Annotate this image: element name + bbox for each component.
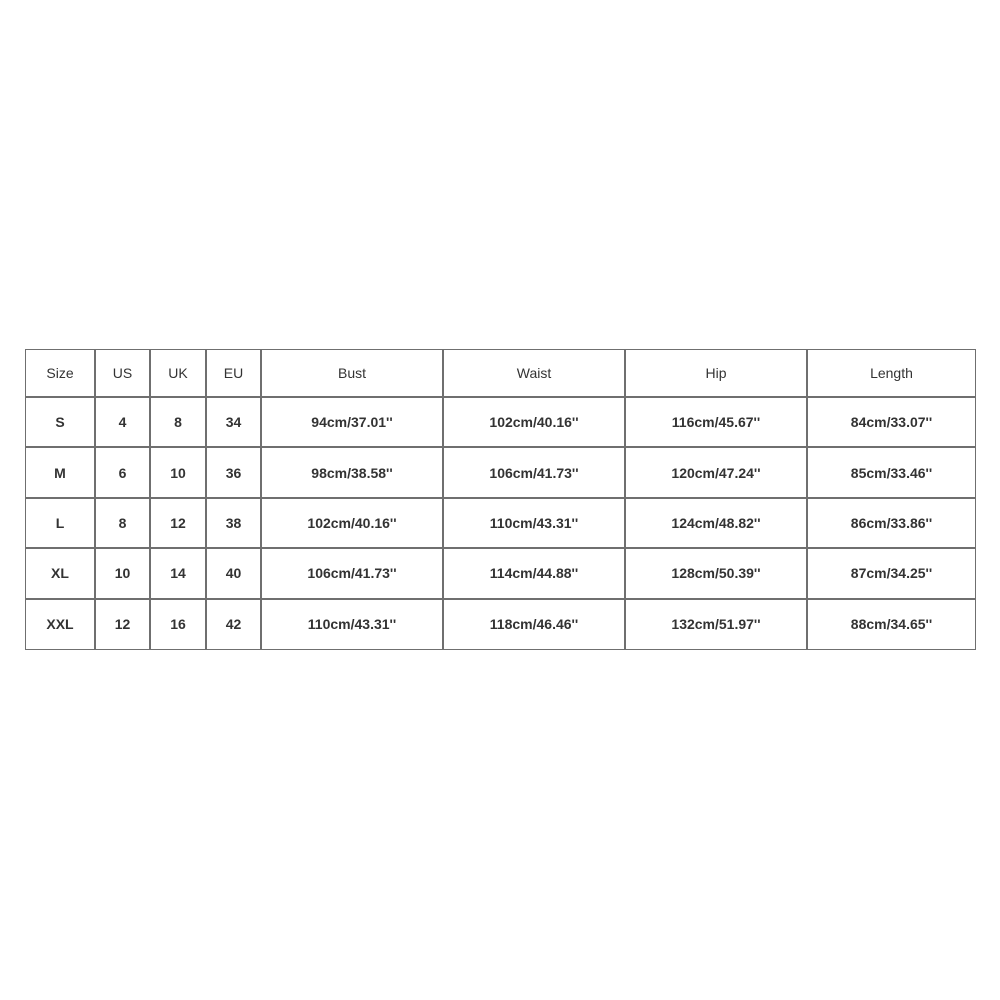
cell-uk: 16	[151, 600, 207, 650]
cell-hip: 124cm/48.82''	[626, 499, 808, 549]
cell-eu: 38	[207, 499, 262, 549]
table-row	[26, 499, 976, 549]
cell-hip: 116cm/45.67''	[626, 398, 808, 448]
cell-bust: 94cm/37.01''	[262, 398, 444, 448]
header-bust: Bust	[262, 350, 444, 398]
header-us: US	[96, 350, 151, 398]
header-waist: Waist	[444, 350, 626, 398]
cell-length: 84cm/33.07''	[808, 398, 976, 448]
cell-uk: 14	[151, 549, 207, 599]
cell-size: XL	[26, 549, 96, 599]
cell-hip: 128cm/50.39''	[626, 549, 808, 599]
table-row	[26, 600, 976, 650]
cell-uk: 12	[151, 499, 207, 549]
table-header-row	[26, 350, 976, 398]
cell-us: 6	[96, 448, 151, 498]
cell-waist: 110cm/43.31''	[444, 499, 626, 549]
cell-eu: 40	[207, 549, 262, 599]
cell-size: M	[26, 448, 96, 498]
cell-size: XXL	[26, 600, 96, 650]
cell-uk: 10	[151, 448, 207, 498]
cell-length: 87cm/34.25''	[808, 549, 976, 599]
cell-hip: 132cm/51.97''	[626, 600, 808, 650]
header-hip: Hip	[626, 350, 808, 398]
cell-waist: 118cm/46.46''	[444, 600, 626, 650]
cell-size: L	[26, 499, 96, 549]
cell-hip: 120cm/47.24''	[626, 448, 808, 498]
table-row	[26, 448, 976, 498]
table-row	[26, 549, 976, 599]
header-uk: UK	[151, 350, 207, 398]
cell-us: 12	[96, 600, 151, 650]
header-eu: EU	[207, 350, 262, 398]
cell-length: 88cm/34.65''	[808, 600, 976, 650]
cell-waist: 114cm/44.88''	[444, 549, 626, 599]
cell-us: 8	[96, 499, 151, 549]
cell-bust: 106cm/41.73''	[262, 549, 444, 599]
cell-waist: 102cm/40.16''	[444, 398, 626, 448]
cell-eu: 36	[207, 448, 262, 498]
cell-eu: 34	[207, 398, 262, 448]
cell-us: 4	[96, 398, 151, 448]
cell-eu: 42	[207, 600, 262, 650]
cell-length: 85cm/33.46''	[808, 448, 976, 498]
header-size: Size	[26, 350, 96, 398]
cell-us: 10	[96, 549, 151, 599]
cell-bust: 110cm/43.31''	[262, 600, 444, 650]
cell-bust: 102cm/40.16''	[262, 499, 444, 549]
size-chart-table	[25, 349, 976, 650]
cell-length: 86cm/33.86''	[808, 499, 976, 549]
cell-bust: 98cm/38.58''	[262, 448, 444, 498]
header-length: Length	[808, 350, 976, 398]
cell-waist: 106cm/41.73''	[444, 448, 626, 498]
table-row	[26, 398, 976, 448]
cell-uk: 8	[151, 398, 207, 448]
cell-size: S	[26, 398, 96, 448]
